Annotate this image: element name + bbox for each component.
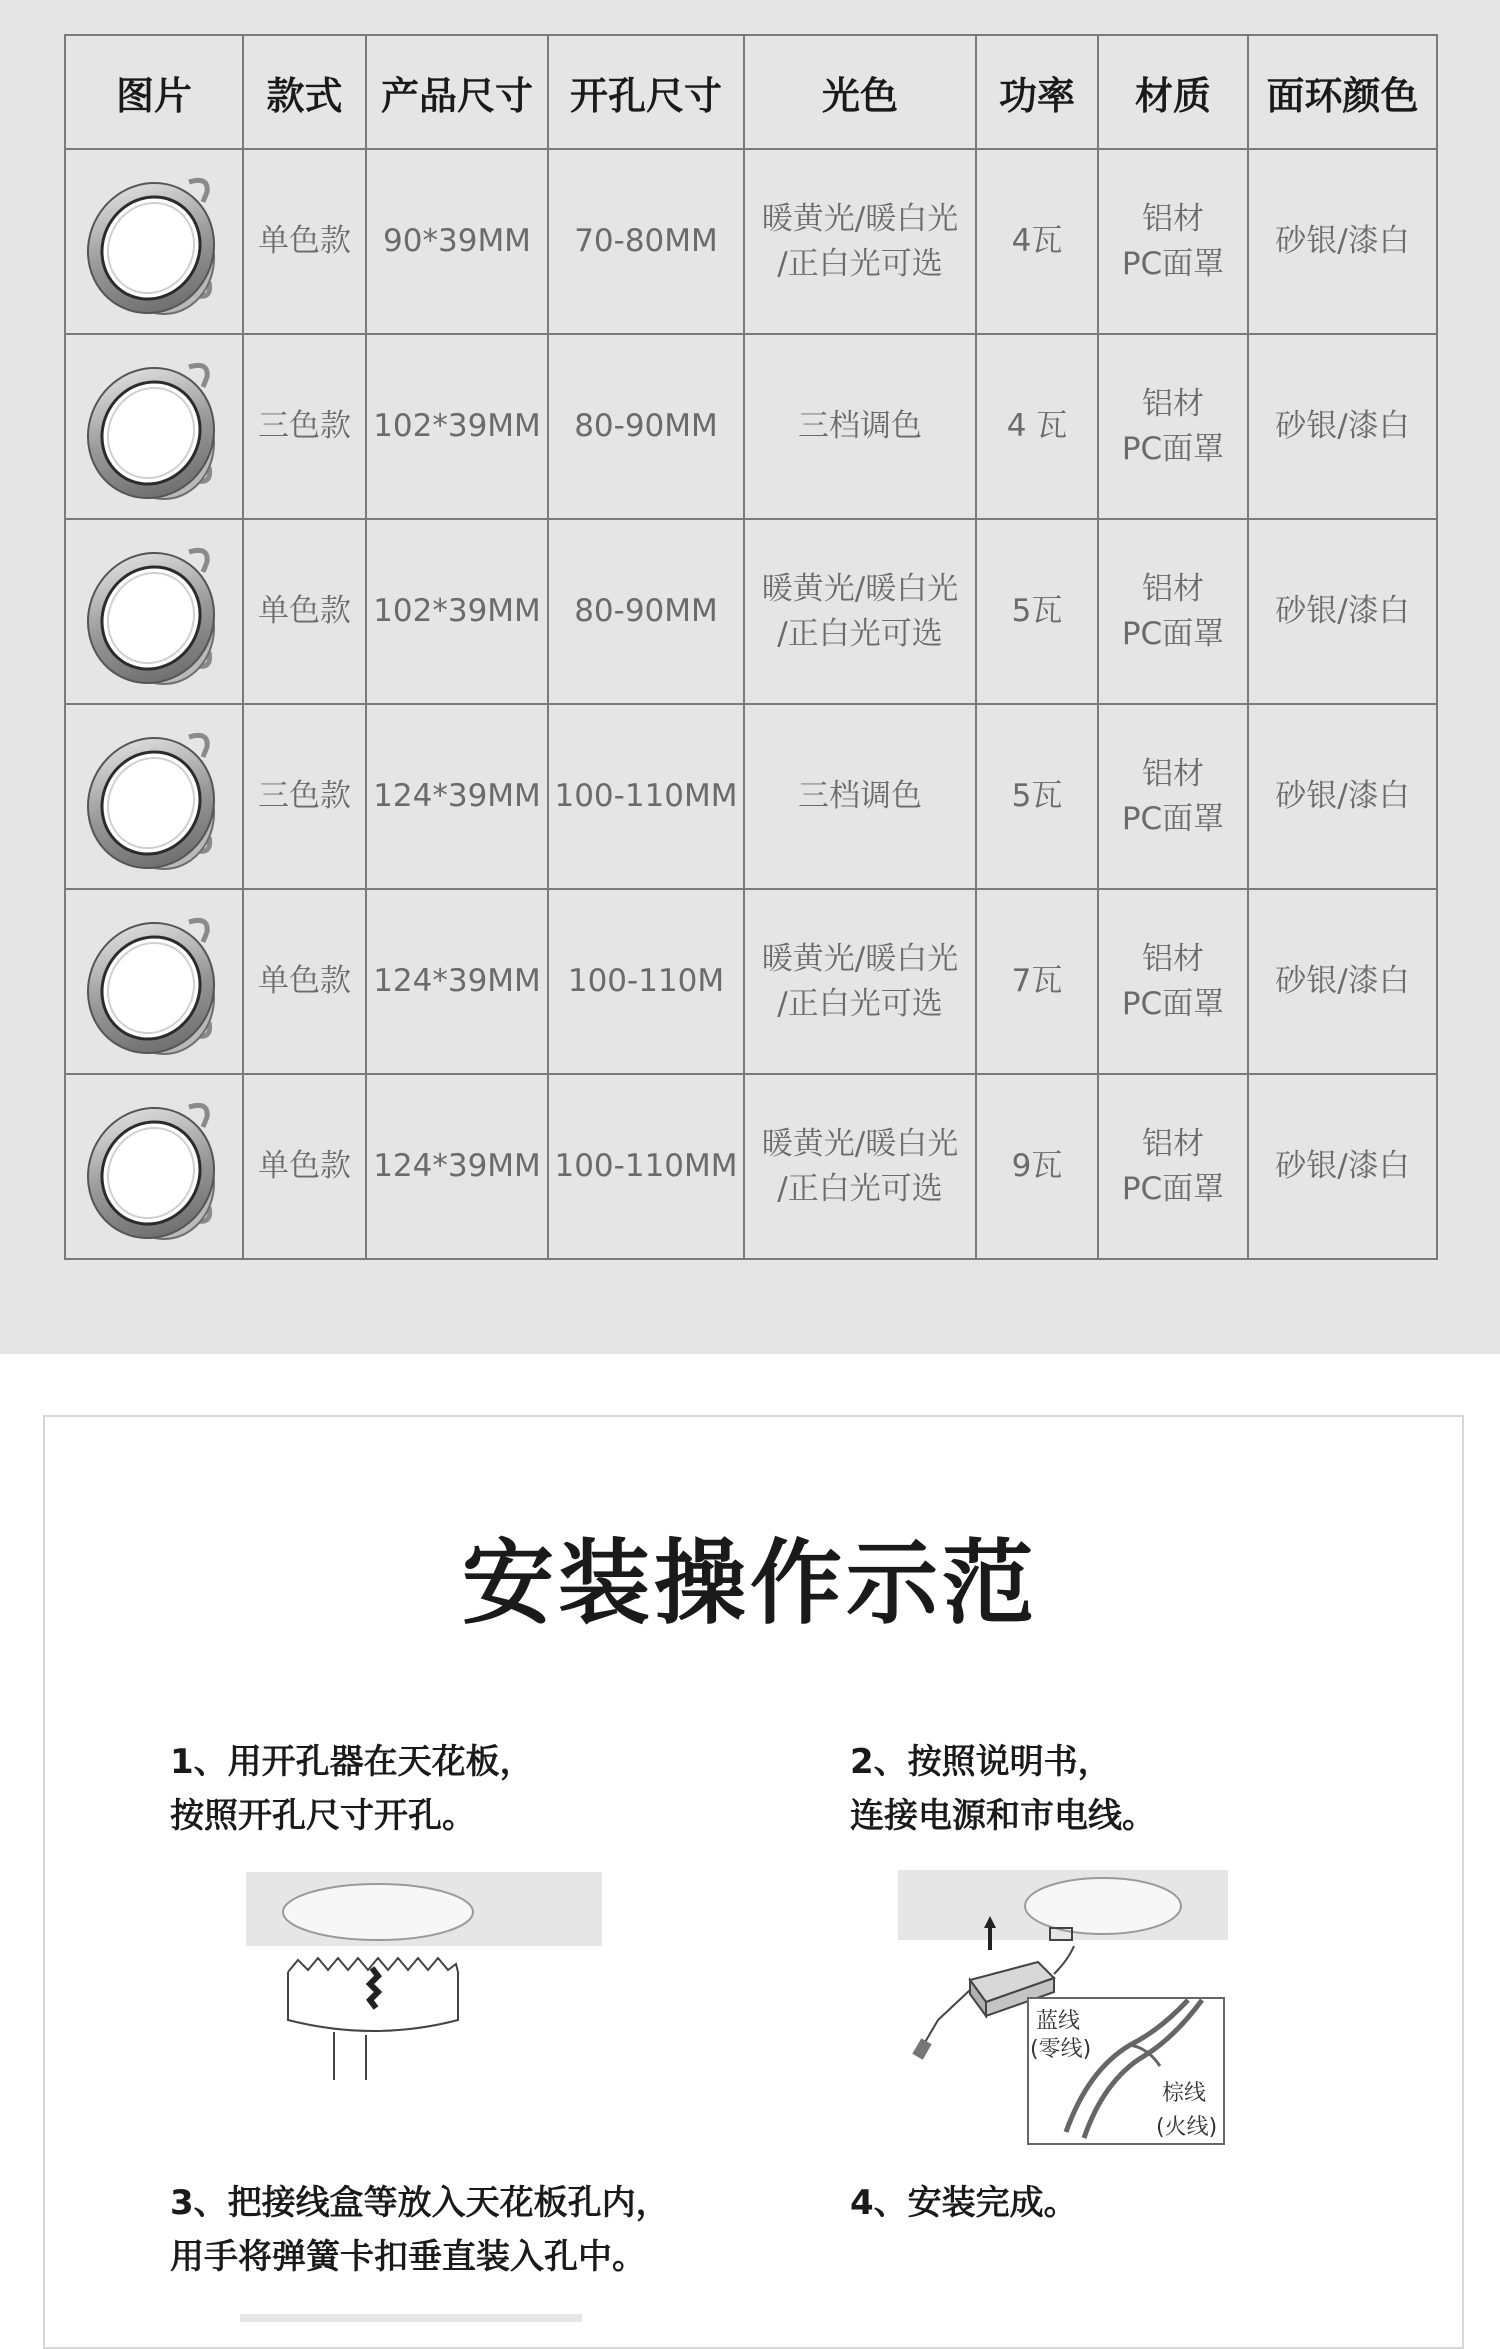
table-row xyxy=(65,704,1437,889)
cell-style: 单色款 xyxy=(243,519,366,704)
downlight-icon xyxy=(79,347,229,507)
material-line: 铝材 xyxy=(1142,940,1204,977)
material-line: 铝材 xyxy=(1142,755,1204,792)
cell-light-color xyxy=(744,704,976,889)
cell-material xyxy=(1098,889,1248,1074)
header-light-color: 光色 xyxy=(744,35,976,149)
cell-power: 9瓦 xyxy=(976,1074,1098,1259)
cell-light-color xyxy=(744,1074,976,1259)
cell-style: 三色款 xyxy=(243,334,366,519)
cell-hole-size: 80-90MM xyxy=(548,334,744,519)
light-color-line: 暖黄光/暖白光 xyxy=(761,1125,959,1162)
cell-product-size: 102*39MM xyxy=(366,519,548,704)
material-line: PC面罩 xyxy=(1121,615,1225,652)
step-2-line-2: 连接电源和市电线。 xyxy=(850,1796,1156,1836)
cell-material xyxy=(1098,149,1248,334)
product-image-cell xyxy=(65,334,243,519)
material-line: 铝材 xyxy=(1142,1125,1204,1162)
product-image-cell xyxy=(65,149,243,334)
cell-light-color xyxy=(744,889,976,1074)
material-line: PC面罩 xyxy=(1121,245,1225,282)
material-line: PC面罩 xyxy=(1121,800,1225,837)
cell-material xyxy=(1098,334,1248,519)
table-row xyxy=(65,519,1437,704)
cell-ring-color: 砂银/漆白 xyxy=(1248,704,1437,889)
cell-power: 7瓦 xyxy=(976,889,1098,1074)
ceiling-hole xyxy=(283,1884,473,1940)
cell-product-size: 124*39MM xyxy=(366,1074,548,1259)
downlight-icon xyxy=(79,1087,229,1247)
hole-saw-illustration xyxy=(246,1872,602,2082)
cell-style: 单色款 xyxy=(243,149,366,334)
step-3-line-1: 3、把接线盒等放入天花板孔内， xyxy=(170,2183,670,2223)
cell-material xyxy=(1098,519,1248,704)
spec-table xyxy=(64,34,1438,1260)
wiring-illustration xyxy=(898,1870,1228,2150)
step-3-illustration xyxy=(240,2314,582,2322)
cell-product-size: 124*39MM xyxy=(366,704,548,889)
cell-style: 三色款 xyxy=(243,704,366,889)
cell-power: 4瓦 xyxy=(976,149,1098,334)
material-line: 铝材 xyxy=(1142,570,1204,607)
header-hole-size: 开孔尺寸 xyxy=(548,35,744,149)
light-color-line: 暖黄光/暖白光 xyxy=(761,940,959,977)
cell-style: 单色款 xyxy=(243,1074,366,1259)
install-title: 安装操作示范 xyxy=(461,1530,1038,1637)
table-row xyxy=(65,149,1437,334)
cell-light-color xyxy=(744,334,976,519)
material-line: PC面罩 xyxy=(1121,985,1225,1022)
cell-hole-size: 80-90MM xyxy=(548,519,744,704)
header-image: 图片 xyxy=(65,35,243,149)
cell-ring-color: 砂银/漆白 xyxy=(1248,889,1437,1074)
brown-wire-label: 棕线 xyxy=(1162,2081,1207,2106)
table-header-row xyxy=(65,35,1437,149)
product-image-cell xyxy=(65,519,243,704)
step-3 xyxy=(170,2176,670,2284)
material-line: PC面罩 xyxy=(1121,430,1225,467)
light-color-line: /正白光可选 xyxy=(777,615,943,652)
material-line: PC面罩 xyxy=(1121,1170,1225,1207)
cell-hole-size: 100-110MM xyxy=(548,704,744,889)
light-color-line: 三档调色 xyxy=(798,778,922,815)
blue-wire-note: (零线) xyxy=(1030,2037,1092,2062)
light-color-line: /正白光可选 xyxy=(777,1170,943,1207)
cell-product-size: 102*39MM xyxy=(366,334,548,519)
material-line: 铝材 xyxy=(1142,200,1204,237)
header-product-size: 产品尺寸 xyxy=(366,35,548,149)
product-image-cell xyxy=(65,889,243,1074)
brown-wire-note: (火线) xyxy=(1156,2115,1218,2140)
downlight-icon xyxy=(79,717,229,877)
step-3-line-2: 用手将弹簧卡扣垂直装入孔中。 xyxy=(170,2237,646,2277)
cell-hole-size: 100-110MM xyxy=(548,1074,744,1259)
light-color-line: /正白光可选 xyxy=(777,245,943,282)
cell-power: 5瓦 xyxy=(976,519,1098,704)
cell-light-color xyxy=(744,519,976,704)
step-2-line-1: 2、按照说明书， xyxy=(850,1742,1112,1782)
cell-product-size: 124*39MM xyxy=(366,889,548,1074)
step-1 xyxy=(170,1735,534,1843)
cell-ring-color: 砂银/漆白 xyxy=(1248,149,1437,334)
product-image-cell xyxy=(65,704,243,889)
table-row xyxy=(65,334,1437,519)
cell-material xyxy=(1098,704,1248,889)
cell-ring-color: 砂银/漆白 xyxy=(1248,334,1437,519)
step-2 xyxy=(850,1735,1156,1843)
table-row xyxy=(65,1074,1437,1259)
cell-hole-size: 100-110M xyxy=(548,889,744,1074)
downlight-icon xyxy=(79,532,229,692)
light-color-line: 暖黄光/暖白光 xyxy=(761,570,959,607)
cell-light-color xyxy=(744,149,976,334)
header-material: 材质 xyxy=(1098,35,1248,149)
step-4 xyxy=(850,2176,1078,2230)
cell-material xyxy=(1098,1074,1248,1259)
cell-power: 4 瓦 xyxy=(976,334,1098,519)
ceiling-hole-2 xyxy=(1025,1878,1181,1934)
header-ring-color: 面环颜色 xyxy=(1248,35,1437,149)
downlight-icon xyxy=(79,162,229,322)
light-color-line: 三档调色 xyxy=(798,408,922,445)
cell-product-size: 90*39MM xyxy=(366,149,548,334)
downlight-icon xyxy=(79,902,229,1062)
header-power: 功率 xyxy=(976,35,1098,149)
cell-power: 5瓦 xyxy=(976,704,1098,889)
step-4-line-1: 4、安装完成。 xyxy=(850,2183,1078,2223)
step-1-line-2: 按照开孔尺寸开孔。 xyxy=(170,1796,476,1836)
header-style: 款式 xyxy=(243,35,366,149)
light-color-line: /正白光可选 xyxy=(777,985,943,1022)
table-row xyxy=(65,889,1437,1074)
step-1-line-1: 1、用开孔器在天花板， xyxy=(170,1742,534,1782)
cell-hole-size: 70-80MM xyxy=(548,149,744,334)
cell-ring-color: 砂银/漆白 xyxy=(1248,1074,1437,1259)
light-color-line: 暖黄光/暖白光 xyxy=(761,200,959,237)
blue-wire-label: 蓝线 xyxy=(1036,2009,1081,2034)
cell-style: 单色款 xyxy=(243,889,366,1074)
material-line: 铝材 xyxy=(1142,385,1204,422)
hole-saw-icon xyxy=(288,1958,458,2080)
cell-ring-color: 砂银/漆白 xyxy=(1248,519,1437,704)
product-image-cell xyxy=(65,1074,243,1259)
